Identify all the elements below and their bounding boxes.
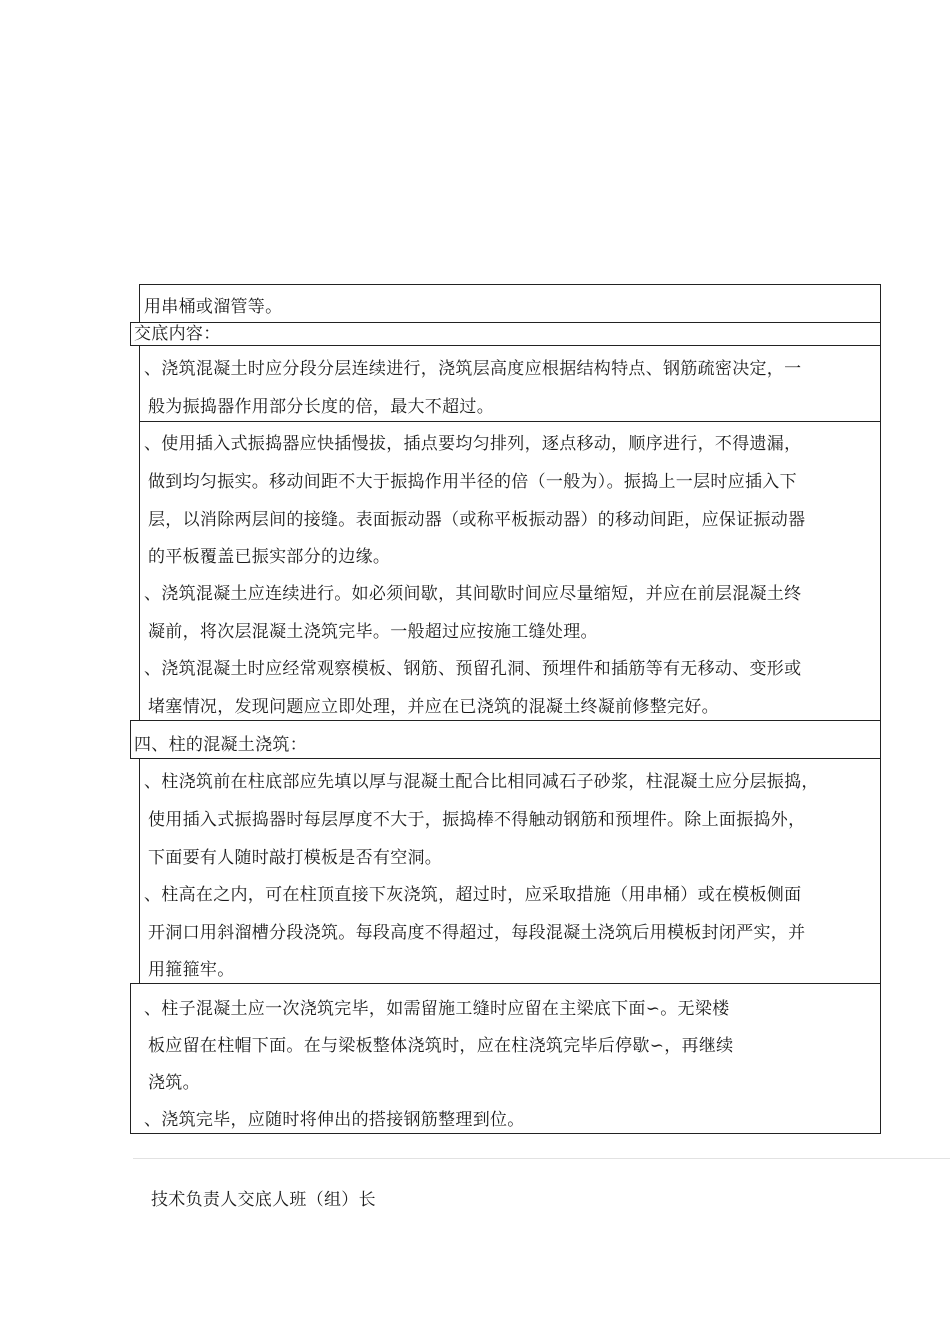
block4-line: 、柱高在之内，可在柱顶直接下灰浇筑，超过时，应采取措施（用串桶）或在模板侧面 [144,885,802,905]
block5-line: 板应留在柱帽下面。在与梁板整体浇筑时，应在柱浇筑完毕后停歇∽，再继续 [148,1036,734,1056]
block2-line: 层，以消除两层间的接缝。表面振动器（或称平板振动器）的移动间距，应保证振动器 [148,510,806,530]
block2-line: 做到均匀振实。移动间距不大于振捣作用半径的倍（一般为）。振捣上一层时应插入下 [148,472,797,492]
section-label-box [130,322,881,346]
block5-line: 、浇筑完毕，应随时将伸出的搭接钢筋整理到位。 [144,1110,525,1130]
section-label: 交底内容： [134,324,221,344]
block5-line: 浇筑。 [148,1073,200,1093]
block4-line: 用箍箍牢。 [148,960,235,980]
block1-line: 、浇筑混凝土时应分段分层连续进行，浇筑层高度应根据结构特点、钢筋疏密决定，一 [144,359,802,379]
intro-line: 用串桶或溜管等。 [144,297,283,317]
block4-line: 使用插入式振捣器时每层厚度不大于，振捣棒不得触动钢筋和预埋件。除上面振捣外， [148,810,806,830]
block1-line: 般为振捣器作用部分长度的倍，最大不超过。 [148,397,494,417]
block2-line: 堵塞情况，发现问题应立即处理，并应在已浇筑的混凝土终凝前修整完好。 [148,697,719,717]
block2-line: 的平板覆盖已振实部分的边缘。 [148,547,391,567]
block2-line: 凝前，将次层混凝土浇筑完毕。一般超过应按施工缝处理。 [148,622,598,642]
block2-line: 、浇筑混凝土应连续进行。如必须间歇，其间歇时间应尽量缩短，并应在前层混凝土终 [144,584,802,604]
page-divider [133,1158,950,1159]
block2-line: 、使用插入式振捣器应快插慢拔，插点要均匀排列，逐点移动，顺序进行，不得遗漏， [144,434,802,454]
block4-line: 开洞口用斜溜槽分段浇筑。每段高度不得超过，每段混凝土浇筑后用模板封闭严实，并 [148,923,806,943]
section4-heading: 四、柱的混凝土浇筑： [134,735,307,755]
signature-line: 技术负责人交底人班（组）长 [151,1190,376,1210]
block2-line: 、浇筑混凝土时应经常观察模板、钢筋、预留孔洞、预埋件和插筋等有无移动、变形或 [144,659,802,679]
block4-line: 、柱浇筑前在柱底部应先填以厚与混凝土配合比相同减石子砂浆，柱混凝土应分层振捣， [144,772,819,792]
block4-line: 下面要有人随时敲打模板是否有空洞。 [148,848,443,868]
block5-line: 、柱子混凝土应一次浇筑完毕，如需留施工缝时应留在主梁底下面∽。无梁楼 [144,999,730,1019]
